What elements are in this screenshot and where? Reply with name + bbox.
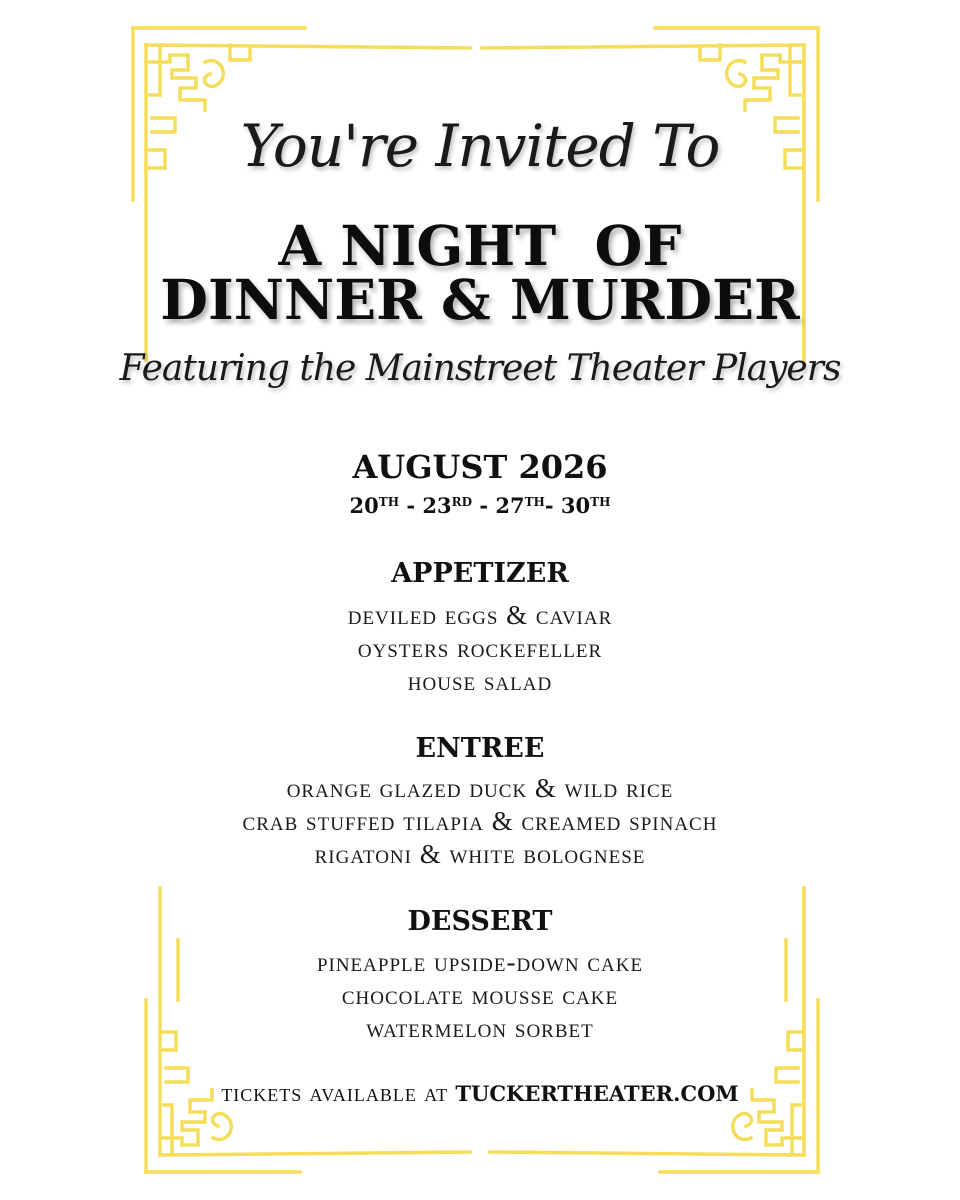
menu-heading-appetizer: APPETIZER xyxy=(391,558,569,589)
event-month: AUGUST 2026 xyxy=(352,448,608,486)
menu-item: orange glazed duck & wild rice xyxy=(286,773,674,803)
event-title-line-1: A NIGHT OF xyxy=(278,213,682,278)
featuring-line: Featuring the Mainstreet Theater Players xyxy=(119,348,841,389)
tickets-line xyxy=(0,1080,960,1108)
tickets-website-link[interactable]: TUCKERTHEATER.COM xyxy=(455,1081,739,1106)
event-dates: 20TH - 23RD - 27TH- 30TH xyxy=(349,493,611,518)
menu-heading-dessert: DESSERT xyxy=(407,906,553,937)
menu-heading-entree: ENTREE xyxy=(415,733,545,764)
menu-item: oysters rockefeller xyxy=(357,633,603,663)
menu-item: rigatoni & white bolognese xyxy=(314,839,646,869)
menu-item: crab stuffed tilapia & creamed spinach xyxy=(242,806,718,836)
invite-intro: You're Invited To xyxy=(240,112,720,180)
date-4: 30TH xyxy=(560,493,611,518)
menu-item: chocolate mousse cake xyxy=(341,980,619,1010)
date-3: 27TH xyxy=(495,493,545,518)
date-1: 20TH xyxy=(349,493,400,518)
event-title-line-2: DINNER & MURDER xyxy=(160,267,800,332)
menu-item: house salad xyxy=(407,666,553,696)
menu-item: pineapple upside-down cake xyxy=(316,947,644,977)
tickets-label: tickets available at xyxy=(221,1080,449,1107)
date-2: 23RD xyxy=(422,493,473,518)
menu-item: deviled eggs & caviar xyxy=(347,600,613,630)
menu-item: watermelon sorbet xyxy=(366,1013,594,1043)
